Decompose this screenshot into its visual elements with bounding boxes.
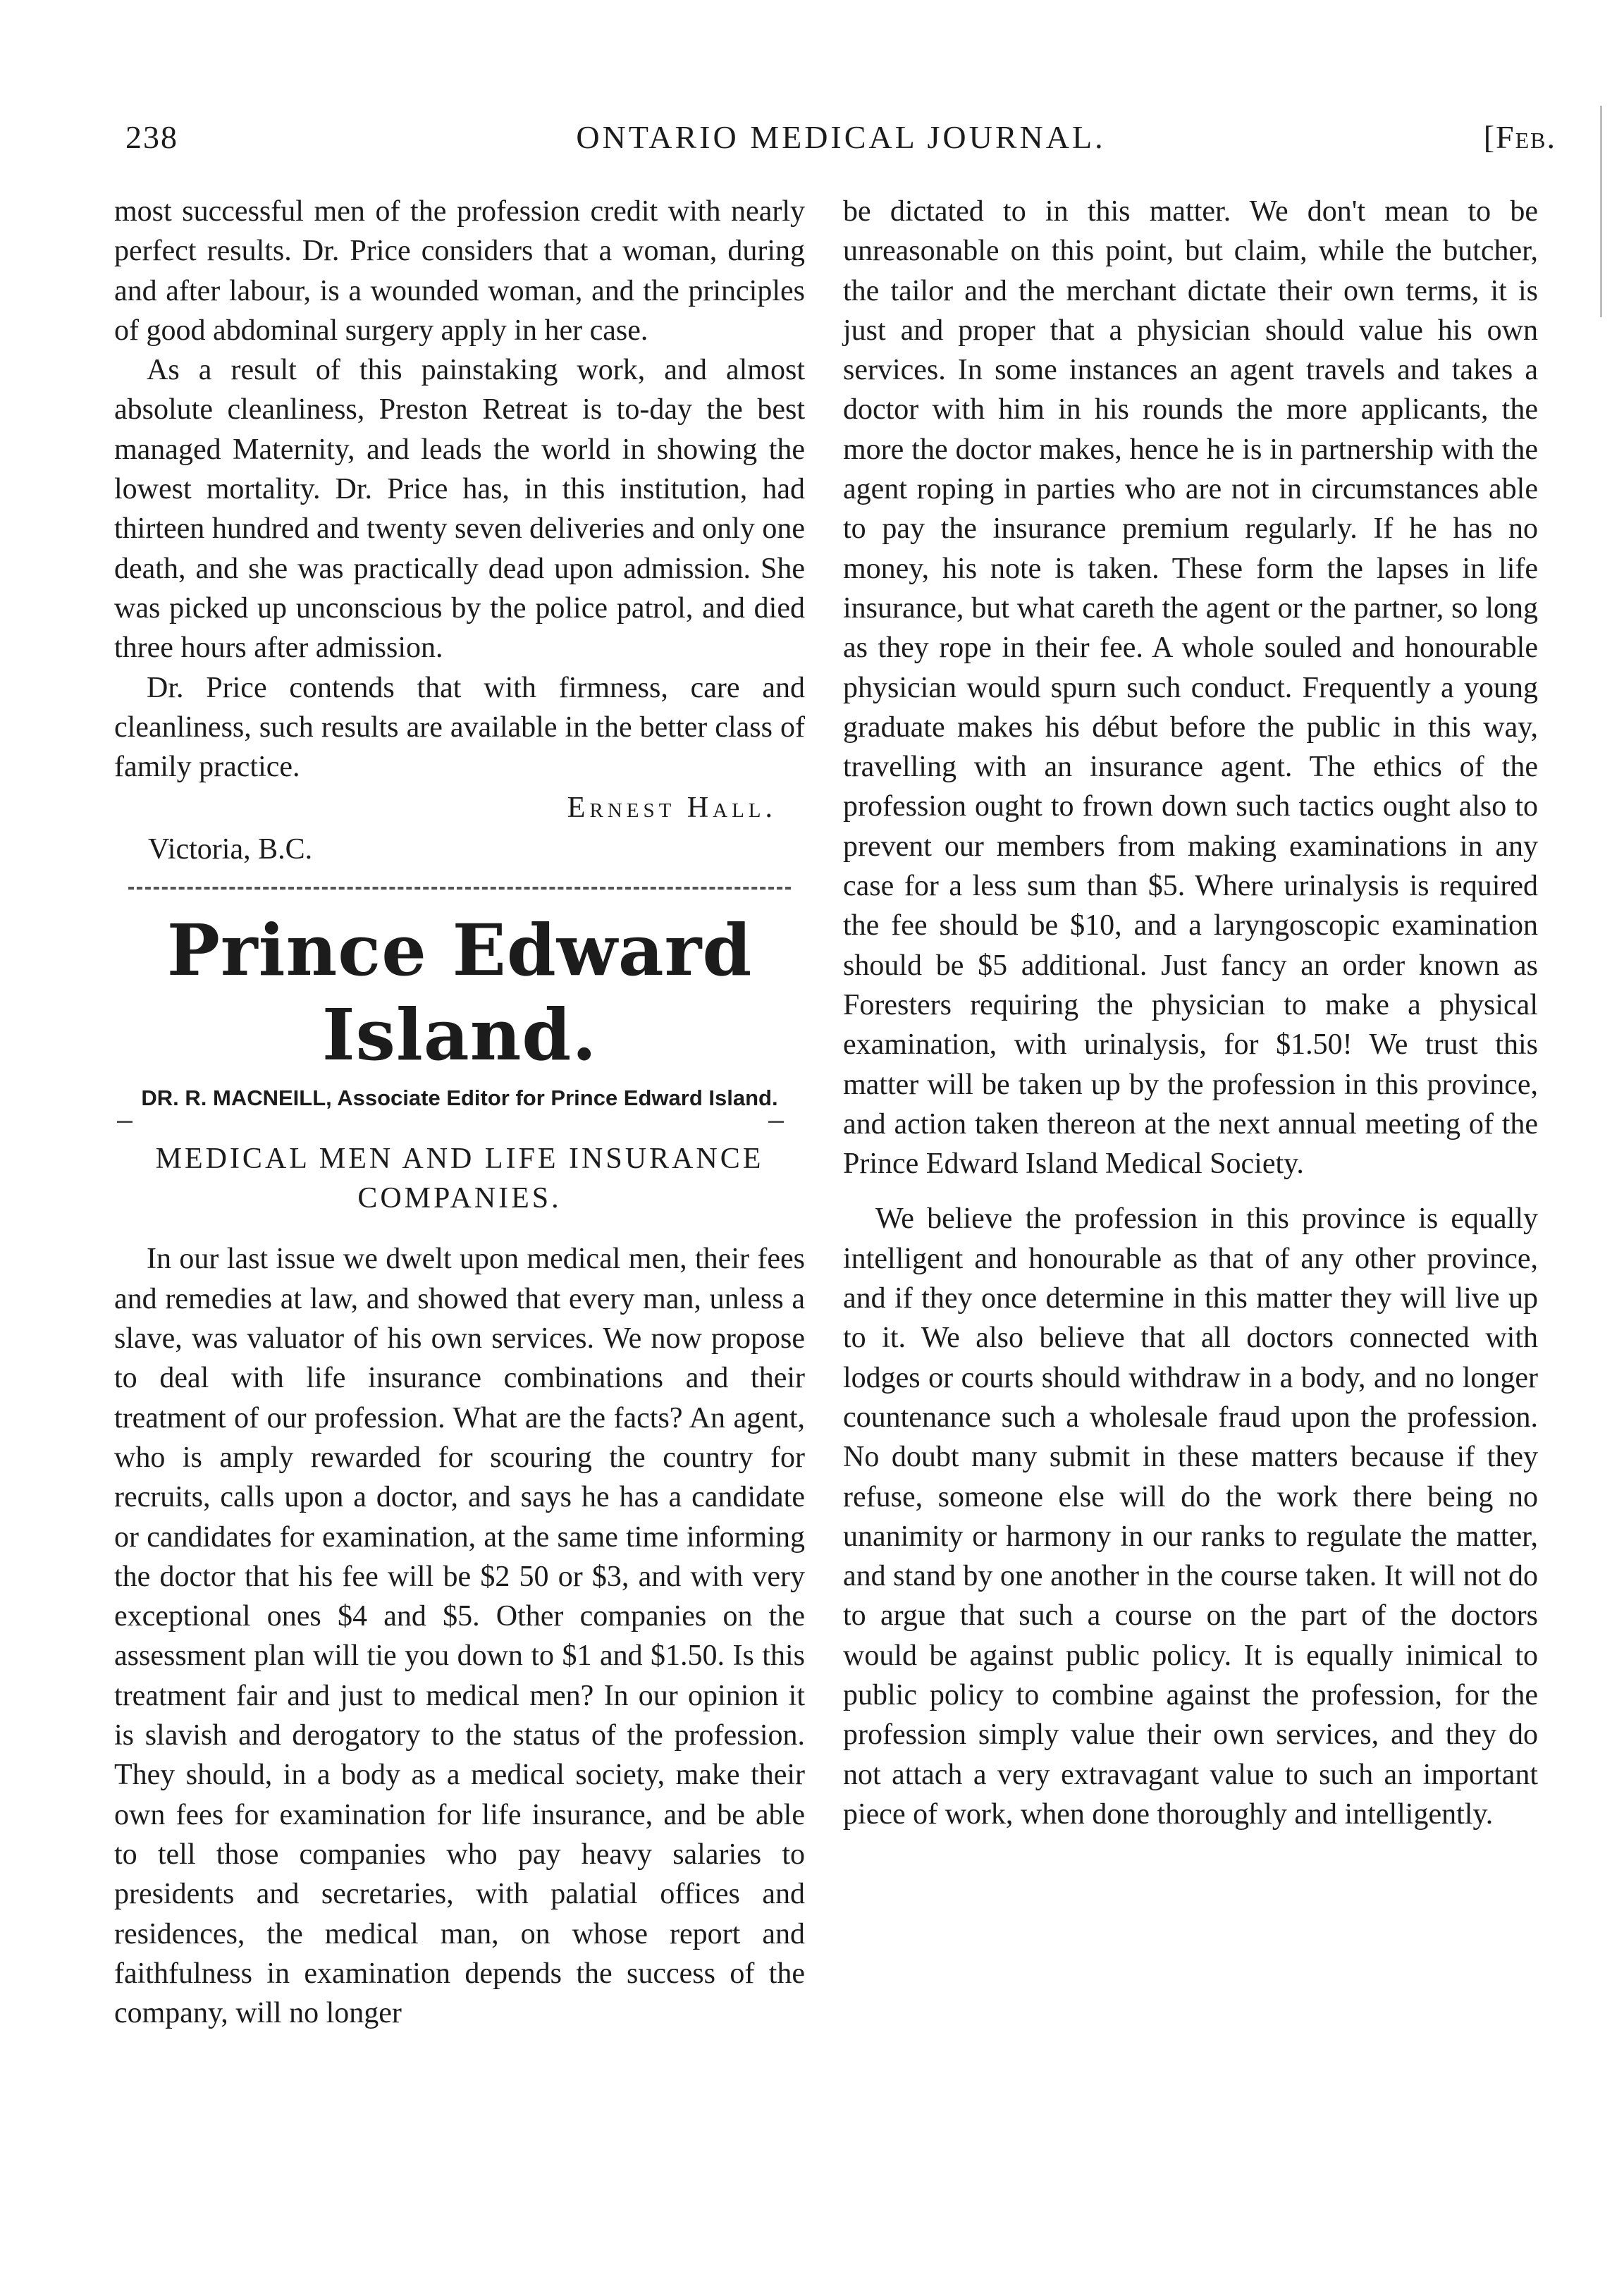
- article-title-line-2: COMPANIES.: [357, 1182, 562, 1215]
- paragraph-gap: [843, 1183, 1538, 1199]
- right-column: [843, 192, 1538, 1834]
- paragraph-continued: be dictated to in this matter. We don't mean to be unreasonable on this point, but claim, while the butcher, the tailor and the merchant dictate their own terms, it is just and proper that a physician should value his own services. In some instances an agent travels and takes a doctor with him in his rounds the more applicants, the more the doctor makes, hence he is in partnership with the agent roping in parties who are not in circumstances able to pay the insurance premium regularly. If he has no money, his note is taken. These form the lapses in life insurance, but what careth the agent or the partner, so long as they rope in their fee. A whole souled and honourable physician would spurn such conduct. Frequently a young graduate makes his début before the public in this way, travelling with an insurance agent. The ethics of the profession ought to frown down such tactics ought also to prevent our members from making examinations in any case for a less sum than $5. Where urinalysis is required the fee should be $10, and a laryngoscopic examination should be $5 additional. Just fancy an order known as Foresters requiring the physician to make a physical examination, with urinalysis, for $1.50! We trust this matter will be taken up by the profession in this province, and action taken thereon at the next annual meeting of the Prince Edward Island Medical Society.: [843, 195, 1538, 1181]
- paragraph-intro: most successful men of the profession credit with nearly perfect results. Dr. Price considers that a woman, during and after labour, is a wounded woman, and the principles of good abdominal surgery apply in her case.: [114, 195, 805, 347]
- author-location: Victoria, B.C.: [148, 833, 313, 866]
- page-number: 238: [125, 119, 178, 155]
- article-title: [114, 1139, 805, 1218]
- issue-month: [Feb.: [1483, 119, 1556, 155]
- section-title: Prince Edward Island.: [166, 909, 753, 1077]
- paragraph-price-contends: Dr. Price contends that with firmness, care and cleanliness, such results are available in the better class of family practice.: [114, 671, 805, 784]
- author-signature: Ernest Hall.: [567, 792, 777, 825]
- paragraph-article-body: In our last issue we dwelt upon medical men, their fees and remedies at law, and showed that every man, unless a slave, was valuator of his own services. We now propose to deal with life insurance combinations and their treatment of our profession. What are the facts? An agent, who is amply rewarded for scouring the country for recruits, calls upon a doctor, and says he has a candidate or candidates for examination, at the same time informing the doctor that his fee will be $2 50 or $3, and with very exceptional ones $4 and $5. Other companies on the assessment plan will tie you down to $1 and $1.50. Is this treatment fair and just to medical men? In our opinion it is slavish and derogatory to the status of the profession. They should, in a body as a medical society, make their own fees for examination for life insurance, and be able to tell those companies who pay heavy salaries to presidents and secretaries, with palatial offices and residences, the medical man, on whose report and faithfulness in examination depends the success of the company, will no longer: [114, 1243, 805, 2030]
- running-header: [125, 118, 1556, 175]
- article-title-line-1: MEDICAL MEN AND LIFE INSURANCE: [155, 1143, 764, 1176]
- journal-title: ONTARIO MEDICAL JOURNAL.: [576, 119, 1106, 155]
- page-edge-line: [1600, 106, 1602, 317]
- associate-editor-line: DR. R. MACNEILL, Associate Editor for Prince Edward Island.: [141, 1086, 778, 1111]
- minor-divider: [114, 1114, 805, 1132]
- paragraph-preston-retreat: As a result of this painstaking work, and almost absolute cleanliness, Preston Retreat is to-day the best managed Maternity, and leads the world in showing the lowest mortality. Dr. Price has, in this institution, had thirteen hundred and twenty seven deliveries and only one death, and she was practically dead upon admission. She was picked up unconscious by the police patrol, and died three hours after admission.: [114, 354, 805, 665]
- left-column: [114, 192, 805, 2033]
- section-divider: [128, 887, 791, 890]
- paragraph-we-believe: We believe the profession in this province is equally intelligent and honourable as that of any other province, and if they once determine in this matter they will live up to it. We also believe that all doctors connected with lodges or courts should withdraw in a body, and no longer countenance such a wholesale fraud upon the profession. No doubt many submit in these matters because if they refuse, someone else will do the work there being no unanimity or harmony in our ranks to regulate the matter, and stand by one another in the course taken. It will not do to argue that such a course on the part of the doctors would be against public policy. It is equally inimical to public policy to combine against the profession, for the profession simply value their own services, and they do not attach a very extravagant value to such an important piece of work, when done thoroughly and intelligently.: [843, 1203, 1538, 1831]
